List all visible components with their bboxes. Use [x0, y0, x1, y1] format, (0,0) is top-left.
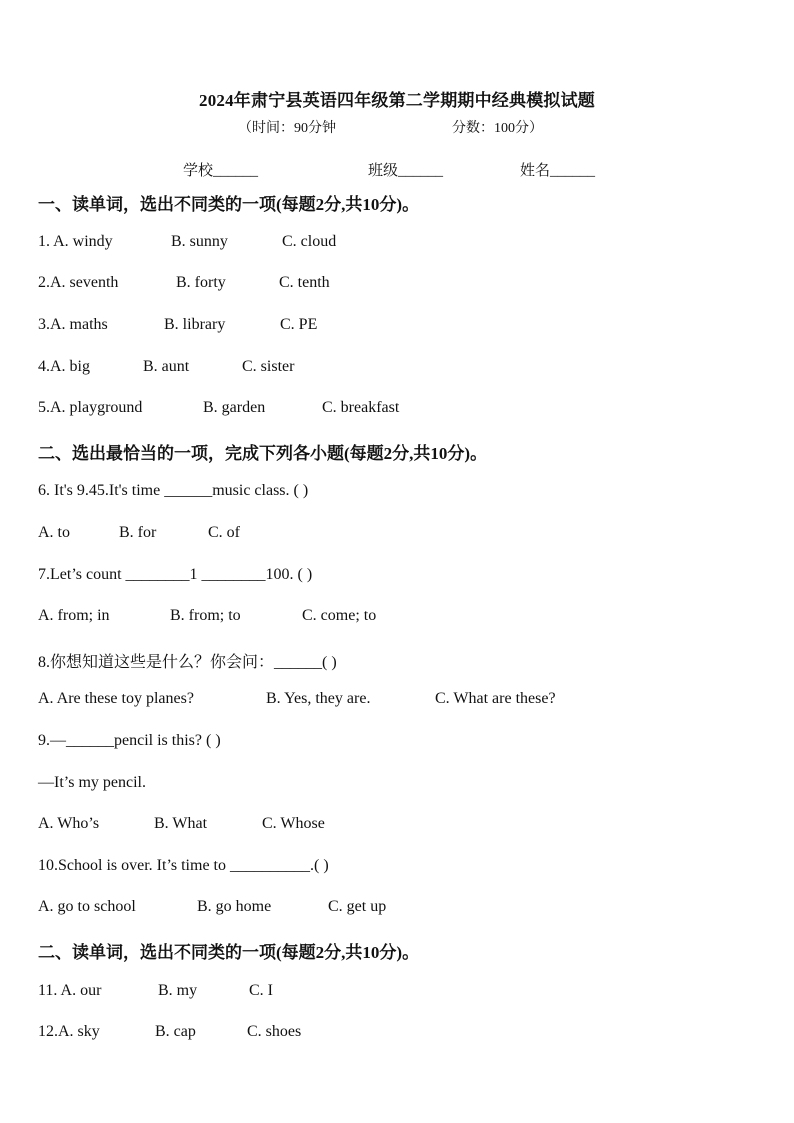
name-field: 姓名______	[520, 163, 596, 179]
class-field: 班级______	[368, 163, 444, 179]
q9-option-a: A. Who’s	[38, 815, 100, 832]
q9-option-c: C. Whose	[262, 815, 325, 832]
q10-option-c: C. get up	[328, 898, 387, 915]
question-1	[38, 233, 337, 251]
question-10-stem: 10.School is over. It’s time to __________.( )	[38, 857, 329, 874]
q5-option-c: C. breakfast	[322, 399, 400, 416]
q8-option-b: B. Yes, they are.	[266, 690, 371, 707]
question-7-options	[38, 607, 377, 625]
q8-option-a: A. Are these toy planes?	[38, 690, 194, 707]
q7-option-b: B. from; to	[170, 607, 241, 624]
school-field: 学校______	[183, 163, 259, 179]
q10-option-a: A. go to school	[38, 898, 136, 915]
section-1-heading: 一、读单词，选出不同类的一项(每题2分,共10分)。	[38, 195, 420, 214]
question-4	[38, 358, 295, 376]
section-3-heading: 二、读单词，选出不同类的一项(每题2分,共10分)。	[38, 943, 420, 962]
q11-option-a: 11. A. our	[38, 982, 102, 999]
question-5	[38, 399, 400, 417]
q7-option-c: C. come; to	[302, 607, 377, 624]
question-9-stem: 9.—______pencil is this? ( )	[38, 732, 221, 749]
question-6-options	[38, 524, 240, 542]
total-score: 分数：100分）	[452, 121, 543, 136]
q5-option-a: 5.A. playground	[38, 399, 143, 416]
q2-option-a: 2.A. seventh	[38, 274, 119, 291]
q6-option-a: A. to	[38, 524, 70, 541]
q3-option-b: B. library	[164, 316, 226, 333]
question-6-stem: 6. It's 9.45.It's time ______music class. ( )	[38, 482, 309, 499]
question-3	[38, 316, 318, 334]
question-9-options	[38, 815, 325, 833]
q12-option-c: C. shoes	[247, 1023, 302, 1040]
q4-option-b: B. aunt	[143, 358, 190, 375]
q3-option-a: 3.A. maths	[38, 316, 108, 333]
q6-option-c: C. of	[208, 524, 240, 541]
q12-option-b: B. cap	[155, 1023, 196, 1040]
q12-option-a: 12.A. sky	[38, 1023, 100, 1040]
q7-option-a: A. from; in	[38, 607, 110, 624]
q8-option-c: C. What are these?	[435, 690, 556, 707]
q11-option-c: C. I	[249, 982, 273, 999]
question-9-answer: —It’s my pencil.	[38, 774, 146, 791]
question-2	[38, 274, 330, 292]
q5-option-b: B. garden	[203, 399, 266, 416]
q1-option-b: B. sunny	[171, 233, 228, 250]
q1-option-c: C. cloud	[282, 233, 337, 250]
q11-option-b: B. my	[158, 982, 198, 999]
question-8-stem: 8.你想知道这些是什么？你会问：______( )	[38, 654, 337, 671]
q9-option-b: B. What	[154, 815, 208, 832]
q1-option-a: 1. A. windy	[38, 233, 113, 250]
q2-option-c: C. tenth	[279, 274, 330, 291]
q6-option-b: B. for	[119, 524, 157, 541]
question-8-options	[38, 690, 556, 708]
q10-option-b: B. go home	[197, 898, 272, 915]
time-limit: （时间：90分钟	[238, 121, 336, 136]
question-7-stem: 7.Let’s count ________1 ________100. ( )	[38, 566, 313, 583]
q3-option-c: C. PE	[280, 316, 318, 333]
exam-title: 2024年肃宁县英语四年级第二学期期中经典模拟试题	[199, 91, 595, 110]
q2-option-b: B. forty	[176, 274, 226, 291]
q4-option-a: 4.A. big	[38, 358, 90, 375]
question-12	[38, 1023, 302, 1041]
q4-option-c: C. sister	[242, 358, 295, 375]
section-2-heading: 二、选出最恰当的一项，完成下列各小题(每题2分,共10分)。	[38, 444, 488, 463]
question-11	[38, 982, 273, 1000]
question-10-options	[38, 898, 387, 916]
